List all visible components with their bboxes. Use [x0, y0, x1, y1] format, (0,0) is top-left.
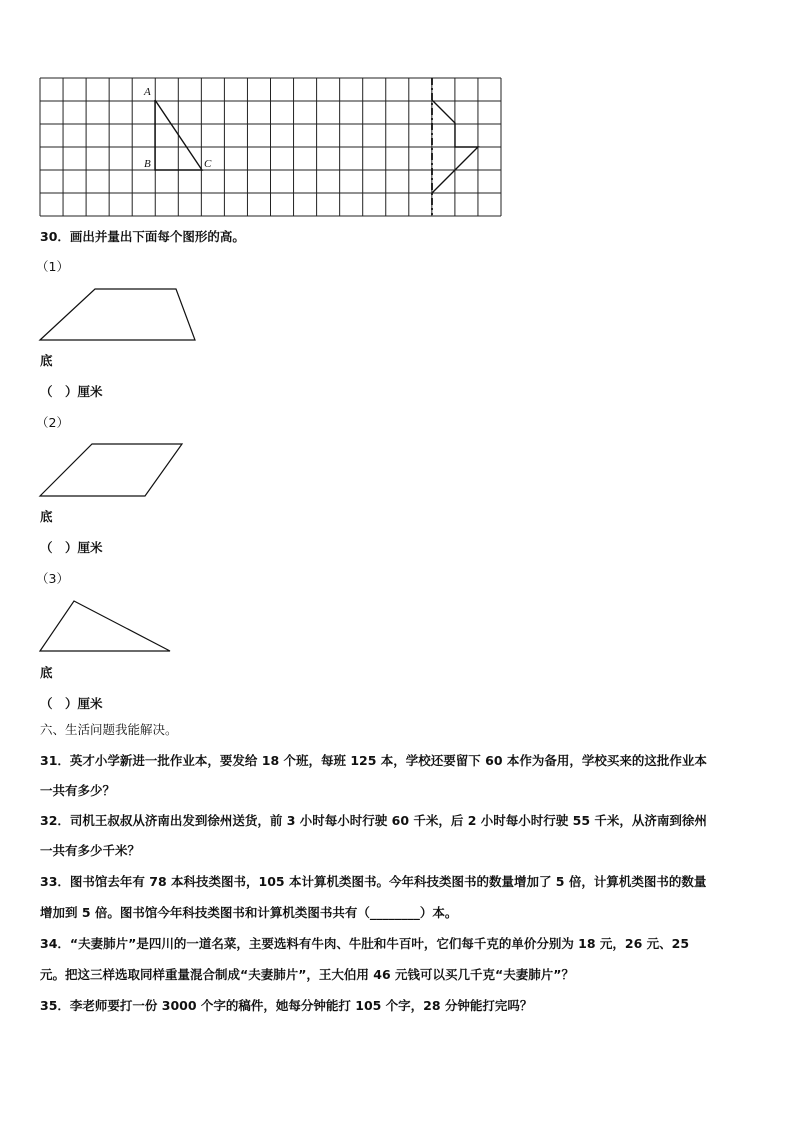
label-c: C — [204, 158, 212, 170]
q35-line1: 35．李老师要打一份 3000 个字的稿件，她每分钟能打 105 个字，28 分钟能打完吗？ — [40, 998, 533, 1013]
q30-item2-num: （2） — [36, 415, 69, 430]
q31-line2: 一共有多少？ — [40, 783, 116, 798]
q32-line2: 一共有多少千米？ — [40, 843, 141, 858]
label-b: B — [144, 158, 151, 170]
q30-item1-base: 底 — [40, 353, 53, 368]
q30-item3-num: （3） — [36, 571, 69, 586]
q33-line1: 33．图书馆去年有 78 本科技类图书，105 本计算机类图书。今年科技类图书的数量增加了 5 倍，计算机类图书的数量 — [40, 874, 707, 889]
q31-line1: 31．英才小学新进一批作业本，要发给 18 个班，每班 125 本，学校还要留下 60 本作为备用，学校买来的这批作业本 — [40, 753, 707, 768]
section6-title: 六、生活问题我能解决。 — [40, 722, 178, 737]
q33-line2: 增加到 5 倍。图书馆今年科技类图书和计算机类图书共有（________）本。 — [40, 905, 458, 920]
q30-item2-base: 底 — [40, 509, 53, 524]
label-a: A — [144, 86, 151, 98]
q34-line1: 34．“夫妻肺片”是四川的一道名菜，主要选料有牛肉、牛肚和牛百叶，它们每千克的单价分别为 18 元，26 元、25 — [40, 936, 690, 951]
q30-item1-answer: （ ）厘米 — [40, 384, 103, 399]
q30-item3-answer: （ ）厘米 — [40, 696, 103, 711]
q30-item2-answer: （ ）厘米 — [40, 540, 103, 555]
q32-line1: 32．司机王叔叔从济南出发到徐州送货，前 3 小时每小时行驶 60 千米，后 2 小时每小时行驶 55 千米，从济南到徐州 — [40, 813, 707, 828]
q34-line2: 元。把这三样选取同样重量混合制成“夫妻肺片”，王大伯用 46 元钱可以买几千克“夫妻肺片”？ — [40, 967, 574, 982]
q30-item3-base: 底 — [40, 665, 53, 680]
q30-item1-num: （1） — [36, 259, 69, 274]
q30-title: 30．画出并量出下面每个图形的高。 — [40, 229, 245, 244]
